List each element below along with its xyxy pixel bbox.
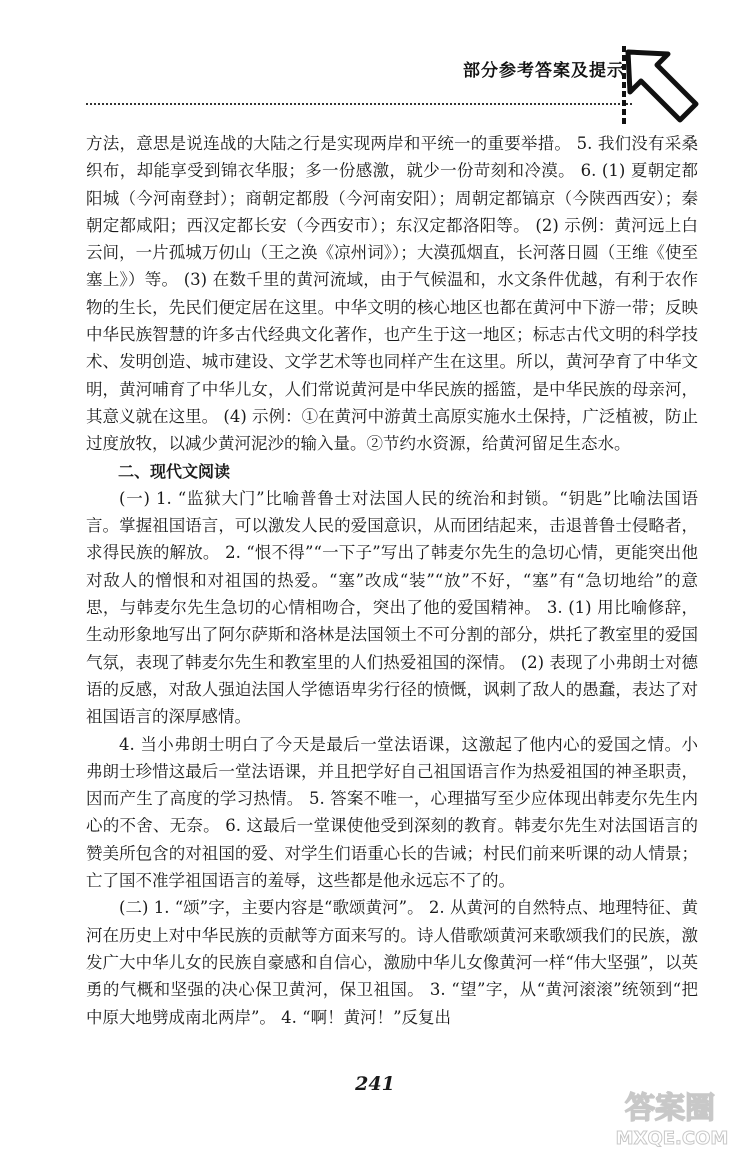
- section-heading: 二、现代文阅读: [118, 461, 231, 481]
- header-dotted-rule: [86, 103, 632, 105]
- svg-text:MXQE.COM: MXQE.COM: [615, 1128, 729, 1149]
- arrow-icon: [622, 46, 702, 126]
- answer-paragraph: 4. 当小弗朗士明白了今天是最后一堂法语课，这激起了他内心的爱国之情。小弗朗士珍惜这最后一堂法语课，并且把学好自己祖国语言作为热爱祖国的神圣职责，因而产生了高度的学习热情。 5. 答案不唯一，心理描写至少应体现出韩麦尔先生内心的不舍、无奈。 6. 这最后一堂课使他受到深刻的教育。韩麦尔先生对法国语言的赞美所包含的对祖国的爱、对学生们语重心长的告诫；村民们前来听课的动人情景；亡了国不准学祖国语言的羞辱，这些都是他永远忘不了的。: [86, 734, 698, 891]
- page-header: [0, 0, 750, 130]
- answer-paragraph: (二) 1. “颂”字，主要内容是“歌颂黄河”。 2. 从黄河的自然特点、地理特征、黄河在历史上对中华民族的贡献等方面来写的。诗人借歌颂黄河来歌颂我们的民族，激发广大中华儿女的民族自豪感和自信心，激励中华儿女像黄河一样“伟大坚强”，以英勇的气概和坚强的决心保卫黄河，保卫祖国。 3. “望”字，从“黄河滚滚”统领到“把中原大地劈成南北两岸”。 4. “啊！黄河！”反复出: [86, 898, 698, 1027]
- page-number: 241: [355, 1073, 395, 1095]
- answer-paragraph: 方法，意思是说连战的大陆之行是实现两岸和平统一的重要举措。 5. 我们没有采桑织布，却能享受到锦衣华服；多一份感激，就少一份苛刻和冷漠。 6. (1) 夏朝定都阳城（今河南登封）；商朝定都殷（今河南安阳）；周朝定都镐京（今陕西西安）；秦朝定都咸阳；西汉定都长安（今西安市）；东汉定都洛阳等。 (2) 示例：黄河远上白云间，一片孤城万仞山（王之涣《凉州词》）；大漠孤烟直，长河落日圆（王维《使至塞上》）等。 (3) 在数千里的黄河流域，由于气候温和，水文条件优越，有利于农作物的生长，先民们便定居在这里。中华文明的核心地区也都在黄河中下游一带；反映中华民族智慧的许多古代经典文化著作，也产生于这一地区；标志古代文明的科学技术、发明创造、城市建设、文学艺术等也同样产生在这里。所以，黄河孕育了中华文明，黄河哺育了中华儿女，人们常说黄河是中华民族的摇篮，是中华民族的母亲河，其意义就在这里。 (4) 示例：①在黄河中游黄土高原实施水土保持，广泛植被，防止过度放牧，以减少黄河泥沙的输入量。②节约水资源，给黄河留足生态水。: [86, 134, 698, 454]
- watermark-logo: [590, 1080, 750, 1151]
- header-title: 部分参考答案及提示: [463, 61, 625, 81]
- answer-text: [86, 130, 698, 1031]
- answer-paragraph: (一) 1. “监狱大门”比喻普鲁士对法国人民的统治和封锁。“钥匙”比喻法国语言。掌握祖国语言，可以激发人民的爱国意识，从而团结起来，击退普鲁士侵略者，求得民族的解放。 2. “恨不得”“一下子”写出了韩麦尔先生的急切心情，更能突出他对敌人的憎恨和对祖国的热爱。“塞”改成“装”“放”不好，“塞”有“急切地给”的意思，与韩麦尔先生急切的心情相吻合，突出了他的爱国精神。 3. (1) 用比喻修辞，生动形象地写出了阿尔萨斯和洛林是法国领土不可分割的部分，烘托了教室里的爱国气氛，表现了韩麦尔先生和教室里的人们热爱祖国的深情。 (2) 表现了小弗朗士对德语的反感，对敌人强迫法国人学德语卑劣行径的愤慨，讽刺了敌人的愚蠢，表达了对祖国语言的深厚感情。: [86, 488, 698, 727]
- svg-text:答案圈: 答案圈: [625, 1091, 715, 1126]
